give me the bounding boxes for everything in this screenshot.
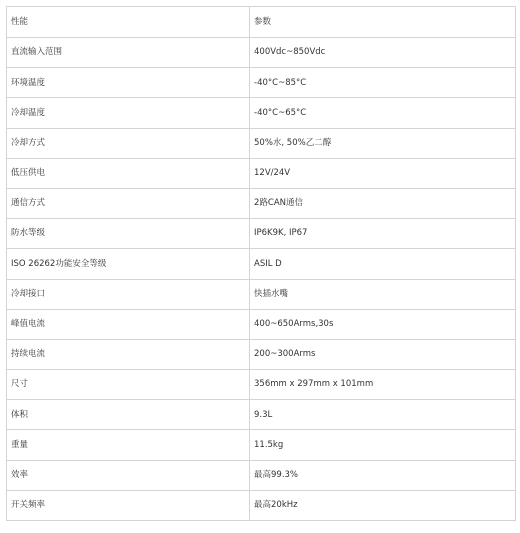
param-value-cell: IP6K9K, IP67 xyxy=(250,219,516,249)
param-value-cell: 最高99.3% xyxy=(250,460,516,490)
param-name-cell: 效率 xyxy=(7,460,250,490)
param-name-cell: 开关频率 xyxy=(7,490,250,520)
param-value-cell: 356mm x 297mm x 101mm xyxy=(250,370,516,400)
table-row xyxy=(7,219,516,249)
param-name-cell: 通信方式 xyxy=(7,188,250,218)
table-row xyxy=(7,68,516,98)
table-header-row xyxy=(7,7,516,38)
param-value-cell: 最高20kHz xyxy=(250,490,516,520)
param-name-cell: 环境温度 xyxy=(7,68,250,98)
table-row xyxy=(7,430,516,460)
table-row xyxy=(7,370,516,400)
table-row xyxy=(7,490,516,520)
table-body xyxy=(7,38,516,521)
param-name-cell: 冷却方式 xyxy=(7,128,250,158)
param-name-cell: 体积 xyxy=(7,400,250,430)
spec-table xyxy=(6,6,516,521)
param-name-cell: 冷却接口 xyxy=(7,279,250,309)
param-name-cell: 低压供电 xyxy=(7,158,250,188)
param-value-cell: -40°C~65°C xyxy=(250,98,516,128)
table-row xyxy=(7,339,516,369)
param-value-cell: 快插水嘴 xyxy=(250,279,516,309)
table-row xyxy=(7,158,516,188)
param-name-cell: 直流输入范围 xyxy=(7,38,250,68)
param-name-cell: 峰值电流 xyxy=(7,309,250,339)
param-name-cell: 冷却温度 xyxy=(7,98,250,128)
param-value-cell: ASIL D xyxy=(250,249,516,279)
param-name-cell: ISO 26262功能安全等级 xyxy=(7,249,250,279)
header-cell-value: 参数 xyxy=(250,7,516,38)
table-row xyxy=(7,309,516,339)
table-row xyxy=(7,460,516,490)
table-row xyxy=(7,188,516,218)
param-value-cell: 11.5kg xyxy=(250,430,516,460)
param-value-cell: 50%水, 50%乙二醇 xyxy=(250,128,516,158)
param-value-cell: 200~300Arms xyxy=(250,339,516,369)
param-name-cell: 重量 xyxy=(7,430,250,460)
table-row xyxy=(7,38,516,68)
header-cell-param: 性能 xyxy=(7,7,250,38)
table-row xyxy=(7,98,516,128)
param-value-cell: 400~650Arms,30s xyxy=(250,309,516,339)
param-name-cell: 防水等级 xyxy=(7,219,250,249)
param-value-cell: -40°C~85°C xyxy=(250,68,516,98)
table-row xyxy=(7,249,516,279)
param-value-cell: 12V/24V xyxy=(250,158,516,188)
table-row xyxy=(7,128,516,158)
param-value-cell: 2路CAN通信 xyxy=(250,188,516,218)
param-value-cell: 400Vdc~850Vdc xyxy=(250,38,516,68)
param-name-cell: 尺寸 xyxy=(7,370,250,400)
param-name-cell: 持续电流 xyxy=(7,339,250,369)
param-value-cell: 9.3L xyxy=(250,400,516,430)
table-row xyxy=(7,279,516,309)
table-row xyxy=(7,400,516,430)
